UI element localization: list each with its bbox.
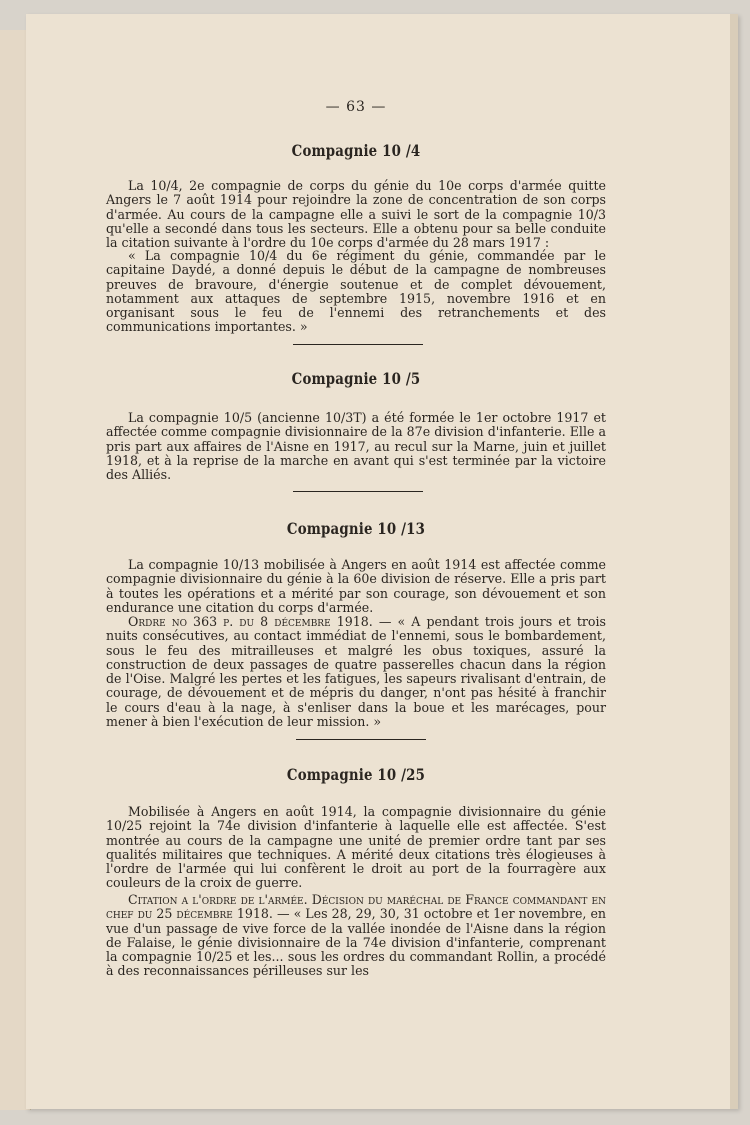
citation-text: — « Les 28, 29, 30, 31 octobre et 1er novembre, en vue d'un passage de vive force de la vallée inondée de l'Aisne dans la région de Falaise, le génie divisionnaire de la 74e division d'infanterie, comprenant la compagnie 10/25 et les... sous les ordres du commandant Rollin, a procédé à des reconnaissances périlleuses sur les xyxy=(106,906,607,979)
citation-label: Citation a l'ordre de l'armée. Décision du maréchal de France commandant en chef du 25 décembre 1918. xyxy=(106,892,606,922)
section-divider xyxy=(293,344,423,345)
section-10-13-order xyxy=(106,615,606,729)
section-10-25-citation xyxy=(106,893,606,979)
section-10-4-paragraph: La 10/4, 2e compagnie de corps du génie du 10e corps d'armée quitte Angers le 7 août 1914 pour rejoindre la zone de concentration de son corps d'armée. Au cours de la campagne elle a suivi le sort de la compagnie 10/3 qu'elle a secondé dans tous les secteurs. Elle a obtenu pour sa belle conduite la citation suivante à l'ordre du 10e corps d'armée du 28 mars 1917 : xyxy=(106,178,606,251)
section-divider xyxy=(296,739,426,740)
page-number: — 63 — xyxy=(325,99,387,115)
section-title-10-13: Compagnie 10 /13 xyxy=(286,519,426,538)
document-page xyxy=(26,14,738,1109)
order-label: Ordre no 363 p. du 8 décembre 1918. xyxy=(128,614,373,629)
section-10-25-paragraph: Mobilisée à Angers en août 1914, la compagnie divisionnaire du génie 10/25 rejoint la 74e division d'infanterie à laquelle elle est affectée. S'est montrée au cours de la campagne une unité de premier ordre tant par ses qualités militaires que techniques. A mérité deux citations très élogieuses à l'ordre de l'armée qui lui confèrent le droit au port de la fourragère aux couleurs de la croix de guerre. xyxy=(106,804,606,891)
section-title-10-25: Compagnie 10 /25 xyxy=(286,765,426,784)
section-10-4-citation: « La compagnie 10/4 du 6e régiment du génie, commandée par le capitaine Daydé, a donné depuis le début de la campagne de nombreuses preuves de bravoure, d'énergie soutenue et de complet dévouement, notamment aux attaques de septembre 1915, novembre 1916 et en organisant sous le feu de l'ennemi des retranchements et des communications importantes. » xyxy=(106,248,606,335)
section-10-13-paragraph: La compagnie 10/13 mobilisée à Angers en août 1914 est affectée comme compagnie divisionnaire du génie à la 60e division de réserve. Elle a pris part à toutes les opérations et a mérité par son courage, son dévouement et son endurance une citation du corps d'armée. xyxy=(106,557,606,615)
order-text: — « A pendant trois jours et trois nuits consécutives, au contact immédiat de l'ennemi, sous le bombardement, sous le feu des mitrailleuses et malgré les obus toxiques, assuré la construction de deux passages de quatre passerelles chacun dans la région de l'Oise. Malgré les pertes et les fatigues, les sapeurs rivalisant d'entrain, de courage, de dévouement et de mépris du danger, n'ont pas hésité à franchir le cours d'eau à la nage, à s'enliser dans la boue et les marécages, pour mener à bien l'exécution de leur mission. » xyxy=(106,614,606,730)
section-10-5-paragraph: La compagnie 10/5 (ancienne 10/3T) a été formée le 1er octobre 1917 et affectée comme compagnie divisionnaire de la 87e division d'infanterie. Elle a pris part aux affaires de l'Aisne en 1917, au recul sur la Marne, juin et juillet 1918, et à la reprise de la marche en avant qui s'est terminée par la victoire des Alliés. xyxy=(106,410,606,483)
section-divider xyxy=(293,491,423,492)
section-title-10-4: Compagnie 10 /4 xyxy=(291,141,421,160)
section-title-10-5: Compagnie 10 /5 xyxy=(291,369,421,388)
